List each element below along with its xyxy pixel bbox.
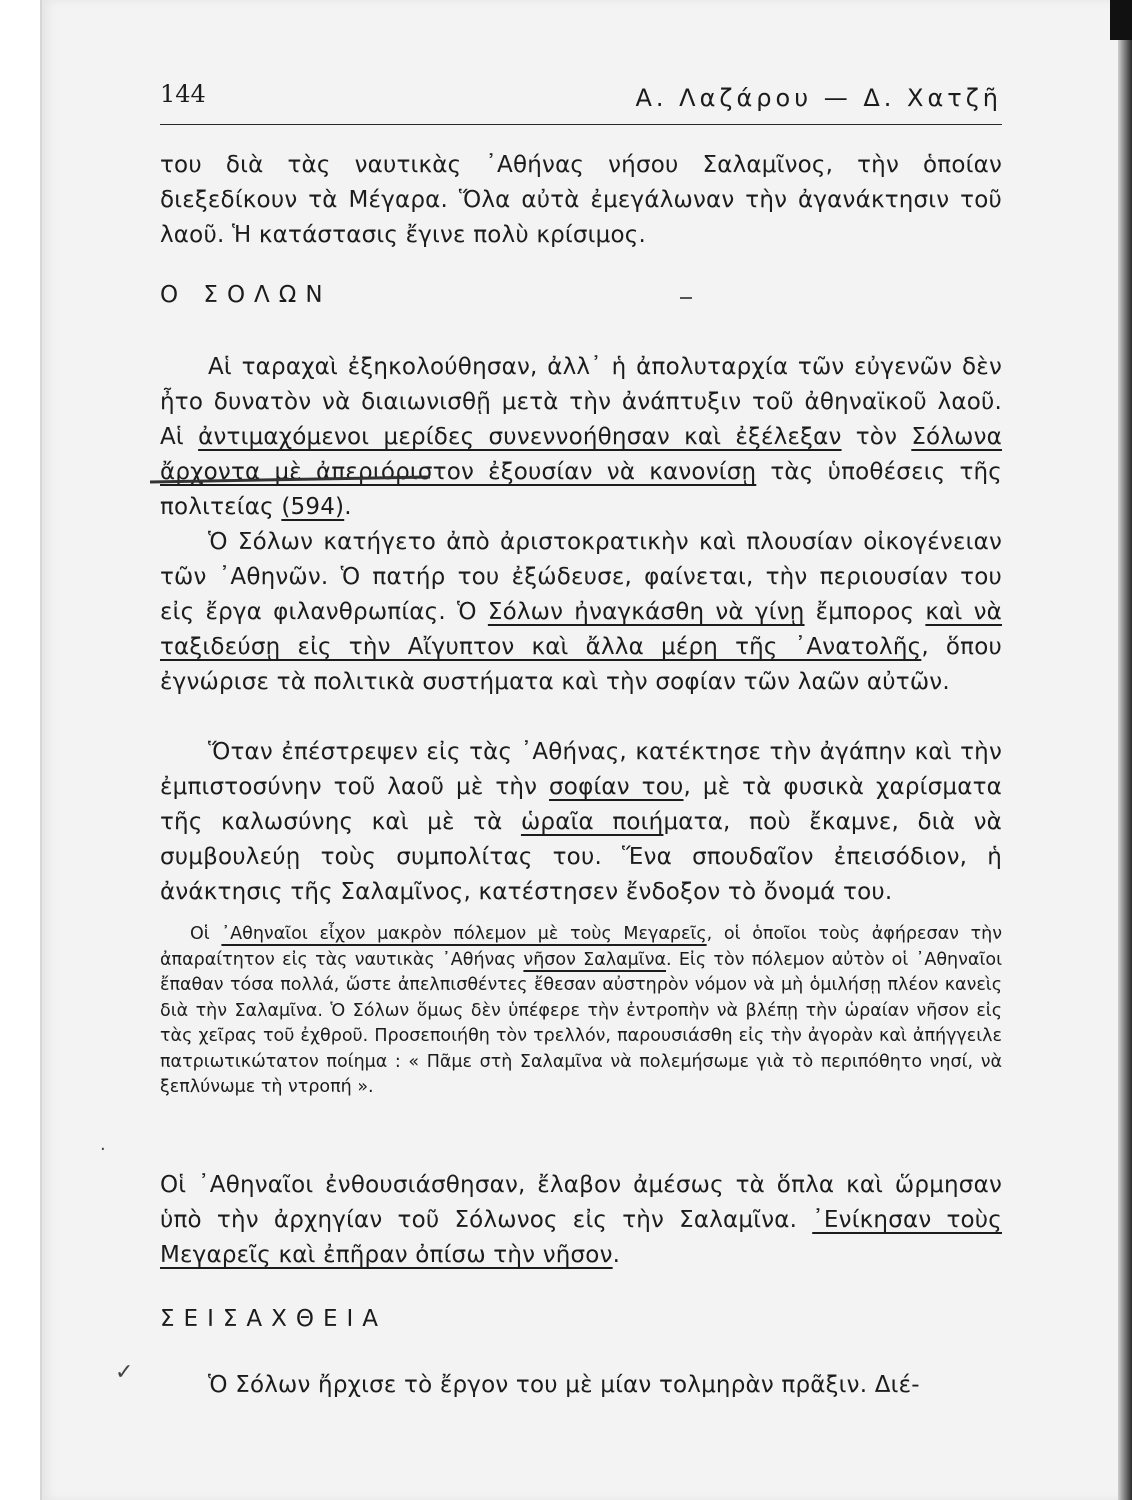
header-rule — [160, 124, 1002, 125]
underlined-text: ὡραῖα ποιή — [520, 809, 664, 835]
underlined-text: νῆσον Σαλαμῖνα — [523, 949, 667, 970]
underlined-text: Σόλωνα ἄρχοντα μὲ ἀπεριόριστον ἐξουσίαν νὰ κανονίσῃ — [160, 424, 1002, 485]
footnote-block — [160, 922, 1002, 1101]
solon-paragraph-2 — [160, 525, 1002, 700]
section-solon-heading-block — [160, 282, 1002, 308]
text-run: τὸν — [841, 424, 912, 450]
solon-paragraph-2-block — [160, 525, 1002, 700]
page-header — [160, 80, 1002, 120]
text-run: ματα, ποὺ ἔκαμνε, διὰ νὰ συμβουλεύῃ τοὺς συμπολίτας του. Ἕνα σπουδαῖον ἐπεισόδιον, ἡ ἀνάκτησις τῆς Σαλαμῖνος, κατέστησεν ἔνδοξον τὸ ὄνομά του. — [160, 809, 1002, 905]
section-seisachtheia-heading-block — [160, 1306, 1002, 1332]
text-run: , μὲ τὰ φυσικὰ χαρίσματα τῆς καλωσύνης καὶ μὲ τὰ — [160, 774, 1002, 835]
text-run: Ὅταν ἐπέστρεψεν εἰς τὰς ᾿Αθήνας, κατέκτησε τὴν ἀγάπην καὶ τὴν ἐμπιστοσύνην τοῦ λαοῦ μὲ τὴν — [160, 739, 1002, 800]
corner-shadow — [1110, 0, 1132, 40]
solon-paragraph-3 — [160, 735, 1002, 910]
solon-paragraph-4 — [160, 1168, 1002, 1273]
text-run: ἔμπορος — [804, 599, 926, 625]
underlined-text: ἀντιμαχόμενοι μερίδες συνεννοήθησαν καὶ ἐξέλεξαν — [198, 424, 842, 450]
intro-block — [160, 148, 1002, 253]
intro-paragraph: του διὰ τὰς ναυτικὰς ᾿Αθήνας νήσου Σαλαμῖνος, τὴν ὁποίαν διεξεδίκουν τὰ Μέγαρα. Ὅλα αὐτὰ ἐμεγάλωναν τὴν ἀγανάκτησιν τοῦ λαοῦ. Ἡ κατάστασις ἔγινε πολὺ κρίσιμος. — [160, 152, 1002, 248]
text-run: , ὅπου ἐγνώρισε τὰ πολιτικὰ συστήματα καὶ τὴν σοφίαν τῶν λαῶν αὐτῶν. — [160, 634, 1002, 695]
note-paragraph — [160, 922, 1002, 1101]
solon-paragraph-4-block — [160, 1168, 1002, 1273]
text-run: Ὁ Σόλων κατήγετο ἀπὸ ἀριστοκρατικὴν καὶ πλουσίαν οἰκογένειαν τῶν ᾿Αθηνῶν. Ὁ πατήρ του ἐξώδευσε, φαίνεται, τὴν περιουσίαν του εἰς ἔργα φιλανθρωπίας. Ὁ — [160, 529, 1002, 625]
text-run: . — [344, 494, 352, 520]
text-run: Αἱ ταραχαὶ ἐξηκολούθησαν, ἀλλ᾿ ἡ ἀπολυταρχία τῶν εὐγενῶν δὲν ἦτο δυνατὸν νὰ διαιωνισθῇ μετὰ τὴν ἀνάπτυξιν τοῦ ἀθηναϊκοῦ λαοῦ. Αἱ — [160, 354, 1002, 450]
solon-paragraph-1-block — [160, 350, 1002, 525]
underlined-text: (594) — [281, 494, 345, 520]
pencil-dot-mark: . — [100, 1134, 106, 1155]
underlined-text: ᾿Ενίκησαν τοὺς Μεγαρεῖς καὶ ἐπῆραν ὀπίσω τὴν νῆσον — [160, 1207, 1002, 1268]
text-run: τὰς ὑποθέσεις τῆς πολιτείας — [160, 459, 1002, 520]
solon-paragraph-1 — [160, 350, 1002, 525]
text-run: , οἱ ὁποῖοι τοὺς ἀφήρεσαν τὴν ἀπαραίτητον εἰς τὰς ναυτικὰς ᾿Αθήνας — [160, 924, 1003, 970]
pencil-dash-mark — [680, 297, 692, 299]
text-run: Οἱ ᾿Αθηναῖοι ἐνθουσιάσθησαν, ἔλαβον ἀμέσως τὰ ὅπλα καὶ ὥρμησαν ὑπὸ τὴν ἀρχηγίαν τοῦ Σόλωνος εἰς τὴν Σαλαμῖνα. — [160, 1172, 1002, 1233]
underlined-text: ᾿Αθηναῖοι εἶχον μακρὸν πόλεμον μὲ τοὺς Μεγαρεῖς — [221, 924, 707, 944]
seisachtheia-paragraph-1: Ὁ Σόλων ἤρχισε τὸ ἔργον του μὲ μίαν τολμηρὰν πρᾶξιν. Διέ- — [208, 1372, 920, 1398]
underlined-text: καὶ νὰ ταξιδεύσῃ εἰς τὴν Αἴγυπτον καὶ ἄλλα μέρη τῆς ᾿Ανατολῆς — [160, 599, 1002, 660]
text-run: . — [612, 1242, 621, 1268]
seisachtheia-paragraph-block — [160, 1368, 1002, 1403]
text-run: Οἱ — [190, 924, 222, 944]
pencil-check-mark: ✓ — [115, 1360, 134, 1385]
underlined-text: σοφίαν του — [549, 774, 684, 800]
page-edge-shadow — [1118, 0, 1132, 1500]
section-heading-solon: Ο ΣΟΛΩΝ — [160, 282, 332, 308]
text-run: . Εἰς τὸν πόλεμον αὐτὸν οἱ ᾿Αθηναῖοι ἔπαθαν τόσα πολλά, ὥστε ἀπελπισθέντες ἔθεσαν αὐστηρὸν νόμον νὰ μὴ ὁμιλήσῃ πλέον κανεὶς διὰ τὴν Σαλαμῖνα. Ὁ Σόλων ὅμως δὲν ὑπέφερε τὴν ἐντροπὴν νὰ βλέπῃ τὴν ὡραίαν νῆσον εἰς τὰς χεῖρας τοῦ ἐχθροῦ. Προσεποιήθη τὸν τρελλόν, παρουσιάσθη εἰς τὴν ἀγορὰν καὶ ἀπήγγειλε πατριωτικώτατον ποίημα : « Πᾶμε στὴ Σαλαμῖνα νὰ πολεμήσωμε γιὰ τὸ περιπόθητο νησί, νὰ ξεπλύνωμε τὴ ντροπή ». — [160, 949, 1002, 1097]
page-number: 144 — [160, 80, 206, 108]
section-heading-seisachtheia: ΣΕΙΣΑΧΘΕΙΑ — [160, 1306, 388, 1332]
solon-paragraph-3-block — [160, 735, 1002, 910]
running-head: Α. Λαζάρου — Δ. Χατζῆ — [635, 84, 1002, 112]
underlined-text: Σόλων ἠναγκάσθη νὰ γίνῃ — [487, 599, 805, 625]
